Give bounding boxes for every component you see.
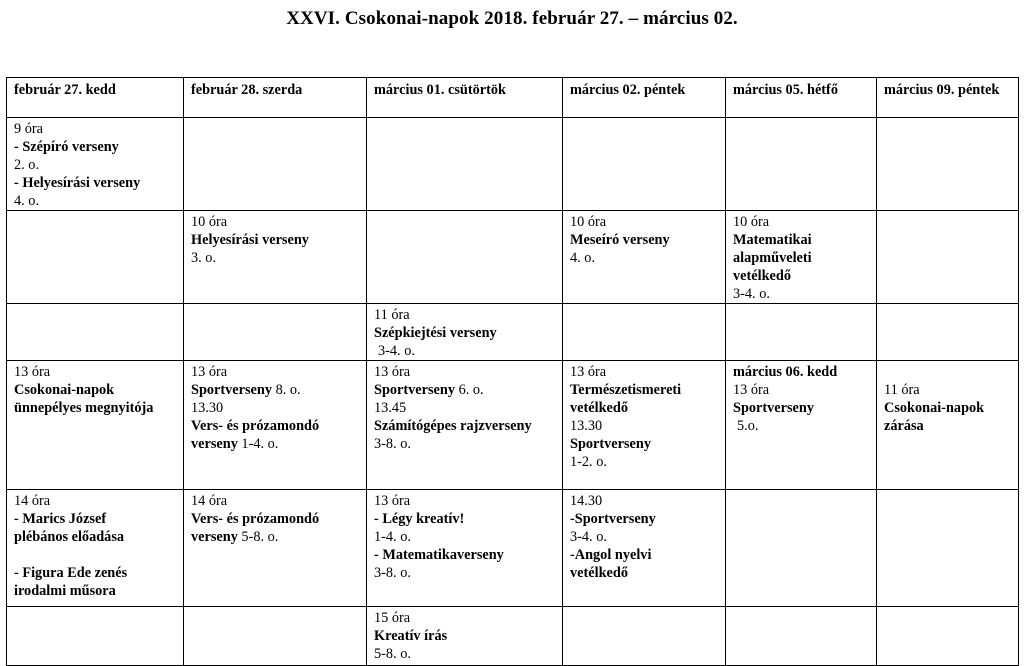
event-time: 13.30 xyxy=(570,418,603,434)
event-name: - Matematikaverseny xyxy=(374,547,504,563)
table-cell xyxy=(184,361,367,490)
header-cell: március 01. csütörtök xyxy=(367,78,563,118)
event-name: ünnepélyes megnyitója xyxy=(14,400,154,416)
event-name: - Helyesírási verseny xyxy=(14,175,141,191)
event-name: Sportverseny xyxy=(733,400,815,416)
event-name: Sportverseny xyxy=(191,382,273,398)
event-name: -Angol nyelvi xyxy=(570,547,652,563)
event-name: Szépkiejtési verseny xyxy=(374,325,497,341)
table-cell xyxy=(877,607,1019,666)
table-row xyxy=(7,607,1019,666)
event-name: vetélkedő xyxy=(733,268,791,284)
event-grade: 5-8. o. xyxy=(237,529,279,545)
table-cell xyxy=(7,361,184,490)
event-time: 10 óra xyxy=(733,214,770,230)
event-name: plébános előadása xyxy=(14,529,125,545)
table-cell xyxy=(726,304,877,361)
table-cell xyxy=(726,607,877,666)
event-grade: 3-4. o. xyxy=(378,343,415,359)
event-name: Csokonai-napok xyxy=(14,382,115,398)
event-grade: 3-4. o. xyxy=(570,529,607,545)
table-cell xyxy=(563,118,726,211)
header-cell: február 27. kedd xyxy=(7,78,184,118)
header-cell: március 02. péntek xyxy=(563,78,726,118)
event-grade: 1-4. o. xyxy=(374,529,411,545)
event-time: 10 óra xyxy=(191,214,228,230)
table-cell xyxy=(563,607,726,666)
event-time: 14 óra xyxy=(191,493,228,509)
event-grade: 3-8. o. xyxy=(374,436,411,452)
event-name: Vers- és prózamondó xyxy=(191,511,320,527)
table-cell xyxy=(367,211,563,304)
table-cell xyxy=(184,118,367,211)
event-time: 14.30 xyxy=(570,493,603,509)
table-cell xyxy=(7,490,184,607)
table-cell xyxy=(367,118,563,211)
table-cell xyxy=(367,304,563,361)
event-time: 14 óra xyxy=(14,493,51,509)
event-name: vetélkedő xyxy=(570,400,628,416)
table-cell xyxy=(877,361,1019,490)
event-name: Kreatív írás xyxy=(374,628,448,644)
table-row xyxy=(7,490,1019,607)
event-grade: 4. o. xyxy=(570,250,596,266)
event-time: 11 óra xyxy=(884,382,920,398)
event-name: Természetismereti xyxy=(570,382,682,398)
event-name: verseny xyxy=(191,529,238,545)
event-grade: 1-2. o. xyxy=(570,454,607,470)
table-cell xyxy=(726,118,877,211)
table-row xyxy=(7,361,1019,490)
table-cell xyxy=(184,304,367,361)
table-row xyxy=(7,304,1019,361)
event-name: - Figura Ede zenés xyxy=(14,565,128,581)
table-cell xyxy=(877,118,1019,211)
event-name: vetélkedő xyxy=(570,565,628,581)
event-name: Csokonai-napok xyxy=(884,400,985,416)
table-cell xyxy=(367,490,563,607)
table-cell xyxy=(726,361,877,490)
table-cell xyxy=(877,304,1019,361)
table-cell xyxy=(7,211,184,304)
event-time: 10 óra xyxy=(570,214,607,230)
table-row xyxy=(7,118,1019,211)
table-cell xyxy=(563,211,726,304)
event-name: Helyesírási verseny xyxy=(191,232,309,248)
event-time: 13 óra xyxy=(570,364,607,380)
event-grade: 6. o. xyxy=(455,382,484,398)
event-time: 13.30 xyxy=(191,400,224,416)
event-name: - Légy kreatív! xyxy=(374,511,465,527)
table-cell xyxy=(367,361,563,490)
event-time: 13 óra xyxy=(191,364,228,380)
event-time: 9 óra xyxy=(14,121,43,137)
event-grade: 4. o. xyxy=(14,193,40,209)
event-name: - Szépíró verseny xyxy=(14,139,119,155)
event-grade: 1-4. o. xyxy=(237,436,279,452)
table-cell xyxy=(726,211,877,304)
header-cell: március 05. hétfő xyxy=(726,78,877,118)
table-cell xyxy=(367,607,563,666)
table-cell xyxy=(877,211,1019,304)
event-time: 13 óra xyxy=(733,382,770,398)
event-time: 13 óra xyxy=(374,493,411,509)
table-cell xyxy=(877,490,1019,607)
table-cell xyxy=(184,607,367,666)
table-cell xyxy=(563,304,726,361)
event-name: -Sportverseny xyxy=(570,511,656,527)
event-grade: 5.o. xyxy=(737,418,759,434)
event-grade: 3-8. o. xyxy=(374,565,411,581)
event-name: alapműveleti xyxy=(733,250,812,266)
event-name: Vers- és prózamondó xyxy=(191,418,320,434)
table-cell xyxy=(184,490,367,607)
event-name: Sportverseny xyxy=(570,436,652,452)
event-grade: 5-8. o. xyxy=(374,646,411,662)
page-title: XXVI. Csokonai-napok 2018. február 27. – március 02. xyxy=(286,8,738,29)
event-name: - Marics József xyxy=(14,511,107,527)
event-grade: 8. o. xyxy=(272,382,301,398)
event-time: 13 óra xyxy=(374,364,411,380)
table-cell xyxy=(7,304,184,361)
event-time: 15 óra xyxy=(374,610,411,626)
table-row xyxy=(7,211,1019,304)
table-cell xyxy=(184,211,367,304)
schedule-table xyxy=(6,77,1019,666)
header-cell: február 28. szerda xyxy=(184,78,367,118)
event-time: 11 óra xyxy=(374,307,410,323)
event-grade: 3. o. xyxy=(191,250,217,266)
event-grade: 2. o. xyxy=(14,157,40,173)
event-name: Meseíró verseny xyxy=(570,232,670,248)
event-name: irodalmi műsora xyxy=(14,583,116,599)
event-date: március 06. kedd xyxy=(733,364,838,380)
event-grade: 3-4. o. xyxy=(733,286,770,302)
table-cell xyxy=(726,490,877,607)
table-cell xyxy=(7,118,184,211)
header-cell: március 09. péntek xyxy=(877,78,1019,118)
table-cell xyxy=(563,490,726,607)
event-name: Számítógépes rajzverseny xyxy=(374,418,532,434)
event-name: Sportverseny xyxy=(374,382,456,398)
event-time: 13 óra xyxy=(14,364,51,380)
table-cell xyxy=(563,361,726,490)
table-cell xyxy=(7,607,184,666)
event-time: 13.45 xyxy=(374,400,407,416)
header-row xyxy=(7,78,1019,118)
event-name: Matematikai xyxy=(733,232,812,248)
event-name: verseny xyxy=(191,436,238,452)
event-name: zárása xyxy=(884,418,924,434)
